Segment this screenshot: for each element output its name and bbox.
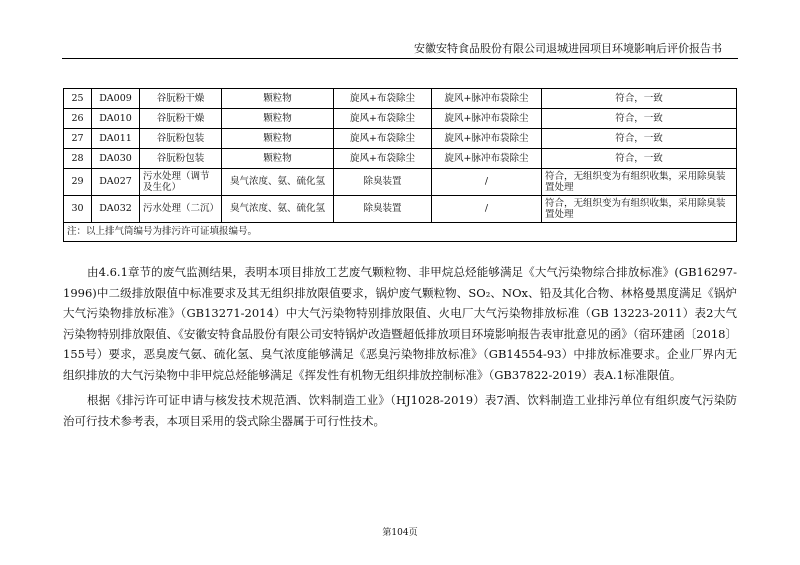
cell-pollutant: 颗粒物: [222, 149, 334, 169]
cell-name: 谷朊粉包装: [140, 129, 222, 149]
paragraph-monitoring-results: 由4.6.1章节的废气监测结果，表明本项目排放工艺废气颗粒物、非甲烷总烃能够满足《大气污染物综合排放标准》(GB16297-1996)中二级排放限值中标准要求及其无组织排放限值要求，锅炉废气颗粒物、SO₂、NOx、铅及其化合物、林格曼黑度满足《锅炉大气污染物排放标准》（GB13271-2014）中大气污染物特别排放限值、火电厂大气污染物排放标准（GB 13223-2011）表2大气污染物特别排放限值、《安徽安特食品股份有限公司安特锅炉改造暨超低排放项目环境影响报告表审批意见的函》（宿环建函〔2018〕155号）要求，恶臭废气氨、硫化氢、臭气浓度能够满足《恶臭污染物排放标准》（GB14554-93）中排放标准要求。企业厂界内无组织排放的大气污染物中非甲烷总烃能够满足《挥发性有机物无组织排放控制标准》（GB37822-2019）表A.1标准限值。: [63, 265, 737, 382]
cell-measure-actual: 旋风+脉冲布袋除尘: [432, 89, 542, 109]
cell-no: 26: [64, 109, 92, 129]
table-row: [64, 196, 737, 223]
cell-code: DA009: [92, 89, 140, 109]
table-row: [64, 129, 737, 149]
cell-code: DA032: [92, 196, 140, 223]
cell-name: 污水处理（二沉）: [140, 196, 222, 223]
cell-measure-actual: 旋风+脉冲布袋除尘: [432, 109, 542, 129]
cell-conclusion: 符合，无组织变为有组织收集，采用除臭装置处理: [542, 169, 737, 196]
cell-name: 谷朊粉包装: [140, 149, 222, 169]
header-title: 安徽安特食品股份有限公司退城进园项目环境影响后评价报告书: [414, 42, 722, 55]
cell-measure-actual: 旋风+脉冲布袋除尘: [432, 129, 542, 149]
cell-no: 30: [64, 196, 92, 223]
cell-code: DA027: [92, 169, 140, 196]
cell-pollutant: 臭气浓度、氨、硫化氢: [222, 169, 334, 196]
cell-no: 25: [64, 89, 92, 109]
header-rule: [62, 58, 738, 59]
paragraph-feasible-technology: 根据《排污许可证申请与核发技术规范酒、饮料制造工业》（HJ1028-2019）表7酒、饮料制造工业排污单位有组织废气污染防治可行技术参考表，本项目采用的袋式除尘器属于可行性技术。: [63, 393, 737, 428]
cell-no: 27: [64, 129, 92, 149]
table-row: [64, 89, 737, 109]
cell-conclusion: 符合，一致: [542, 89, 737, 109]
table-row: [64, 149, 737, 169]
cell-conclusion: 符合，一致: [542, 109, 737, 129]
table-note: 注：以上排气筒编号为排污许可证填报编号。: [64, 223, 737, 242]
cell-no: 29: [64, 169, 92, 196]
cell-pollutant: 颗粒物: [222, 89, 334, 109]
cell-code: DA030: [92, 149, 140, 169]
cell-name: 谷朊粉干燥: [140, 109, 222, 129]
table-row: [64, 109, 737, 129]
cell-measure-eia: 除臭装置: [334, 196, 432, 223]
cell-conclusion: 符合，无组织变为有组织收集，采用除臭装置处理: [542, 196, 737, 223]
table-row: [64, 169, 737, 196]
cell-measure-actual: /: [432, 196, 542, 223]
cell-conclusion: 符合，一致: [542, 149, 737, 169]
cell-conclusion: 符合，一致: [542, 129, 737, 149]
cell-measure-eia: 除臭装置: [334, 169, 432, 196]
cell-no: 28: [64, 149, 92, 169]
cell-measure-actual: /: [432, 169, 542, 196]
cell-name: 污水处理（调节及生化）: [140, 169, 222, 196]
cell-pollutant: 臭气浓度、氨、硫化氢: [222, 196, 334, 223]
cell-measure-eia: 旋风+布袋除尘: [334, 109, 432, 129]
cell-code: DA010: [92, 109, 140, 129]
cell-measure-eia: 旋风+布袋除尘: [334, 89, 432, 109]
cell-measure-eia: 旋风+布袋除尘: [334, 149, 432, 169]
cell-code: DA011: [92, 129, 140, 149]
cell-name: 谷朊粉干燥: [140, 89, 222, 109]
cell-pollutant: 颗粒物: [222, 109, 334, 129]
emission-measures-table: [63, 88, 737, 242]
table-note-row: [64, 223, 737, 242]
cell-measure-actual: 旋风+脉冲布袋除尘: [432, 149, 542, 169]
cell-pollutant: 颗粒物: [222, 129, 334, 149]
cell-measure-eia: 旋风+布袋除尘: [334, 129, 432, 149]
page-number: 第104页: [382, 528, 418, 538]
